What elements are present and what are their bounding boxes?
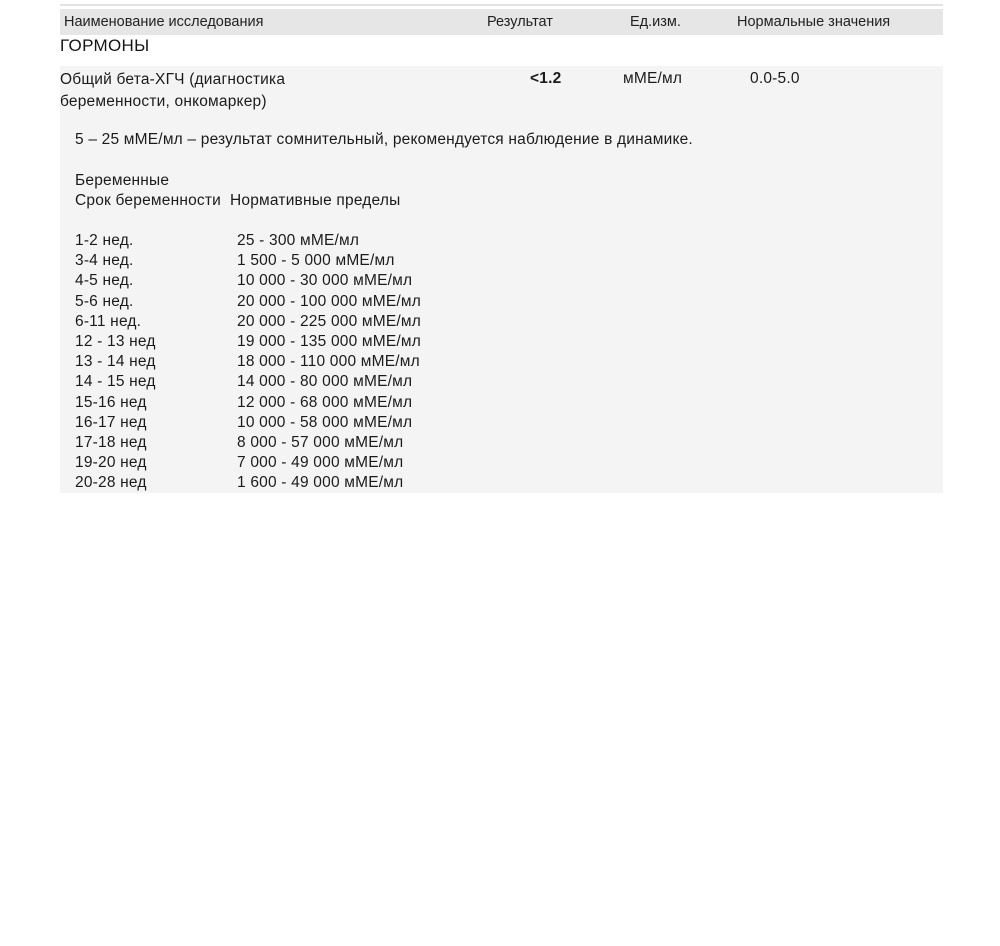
normal-range-value: 0.0-5.0 bbox=[750, 70, 800, 87]
hcg-result-block bbox=[60, 66, 943, 493]
column-header-normal-values: Нормальные значения bbox=[737, 14, 891, 30]
week-range-value: 1 500 - 5 000 мМЕ/мл bbox=[237, 252, 395, 270]
table-row bbox=[60, 293, 943, 313]
table-row bbox=[60, 272, 943, 292]
week-range-value: 8 000 - 57 000 мМЕ/мл bbox=[237, 433, 404, 451]
results-table-header bbox=[60, 9, 943, 35]
week-label: 1-2 нед. bbox=[75, 232, 134, 249]
week-label: 19-20 нед bbox=[75, 454, 147, 472]
week-label: 14 - 15 нед bbox=[75, 373, 156, 391]
week-label: 3-4 нед. bbox=[75, 252, 134, 270]
week-range-value: 12 000 - 68 000 мМЕ/мл bbox=[237, 393, 413, 411]
pregnancy-table-column-headers: Срок беременности Нормативные пределы bbox=[75, 192, 401, 209]
result-value: <1.2 bbox=[530, 70, 562, 87]
week-range-value: 20 000 - 225 000 мМЕ/мл bbox=[237, 312, 422, 330]
table-row bbox=[60, 252, 943, 272]
week-label: 16-17 нед bbox=[75, 413, 147, 431]
table-row bbox=[60, 313, 943, 333]
week-label: 12 - 13 нед bbox=[75, 332, 156, 350]
section-title-hormones: ГОРМОНЫ bbox=[60, 36, 150, 55]
week-range-value: 19 000 - 135 000 мМЕ/мл bbox=[237, 332, 422, 350]
week-label: 20-28 нед bbox=[75, 474, 147, 492]
table-row bbox=[60, 394, 943, 414]
analyte-name bbox=[60, 69, 285, 113]
pregnant-group-title: Беременные bbox=[75, 172, 170, 189]
table-row bbox=[60, 474, 943, 494]
week-range-value: 10 000 - 58 000 мМЕ/мл bbox=[237, 413, 413, 431]
week-range-value: 20 000 - 100 000 мМЕ/мл bbox=[237, 292, 422, 310]
top-divider bbox=[60, 4, 943, 6]
unit-value: мМЕ/мл bbox=[623, 70, 683, 87]
column-header-unit: Ед.изм. bbox=[630, 14, 681, 30]
column-header-result: Результат bbox=[487, 14, 553, 30]
week-label: 6-11 нед. bbox=[75, 312, 142, 330]
week-range-value: 18 000 - 110 000 мМЕ/мл bbox=[237, 353, 420, 371]
table-row bbox=[60, 333, 943, 353]
table-row bbox=[60, 232, 943, 252]
week-label: 17-18 нед bbox=[75, 433, 147, 451]
week-label: 15-16 нед bbox=[75, 393, 147, 411]
analyte-name-line1: Общий бета-ХГЧ (диагностика bbox=[60, 71, 286, 88]
column-header-study-name: Наименование исследования bbox=[64, 14, 264, 30]
week-range-value: 10 000 - 30 000 мМЕ/мл bbox=[237, 272, 413, 290]
table-row bbox=[60, 353, 943, 373]
week-range-value: 25 - 300 мМЕ/мл bbox=[237, 232, 360, 249]
lab-report-document bbox=[60, 0, 943, 946]
week-label: 13 - 14 нед bbox=[75, 353, 156, 371]
table-row bbox=[60, 414, 943, 434]
table-row bbox=[60, 373, 943, 393]
pregnancy-table-rows bbox=[60, 232, 943, 494]
week-range-value: 1 600 - 49 000 мМЕ/мл bbox=[237, 474, 404, 492]
table-row bbox=[60, 434, 943, 454]
week-range-value: 14 000 - 80 000 мМЕ/мл bbox=[237, 373, 413, 391]
week-label: 5-6 нед. bbox=[75, 292, 134, 310]
interpretation-note: 5 – 25 мМЕ/мл – результат сомнительный, рекомендуется наблюдение в динамике. bbox=[75, 131, 693, 148]
analyte-name-line2: беременности, онкомаркер) bbox=[60, 93, 267, 110]
week-label: 4-5 нед. bbox=[75, 272, 134, 290]
table-row bbox=[60, 454, 943, 474]
week-range-value: 7 000 - 49 000 мМЕ/мл bbox=[237, 454, 404, 472]
